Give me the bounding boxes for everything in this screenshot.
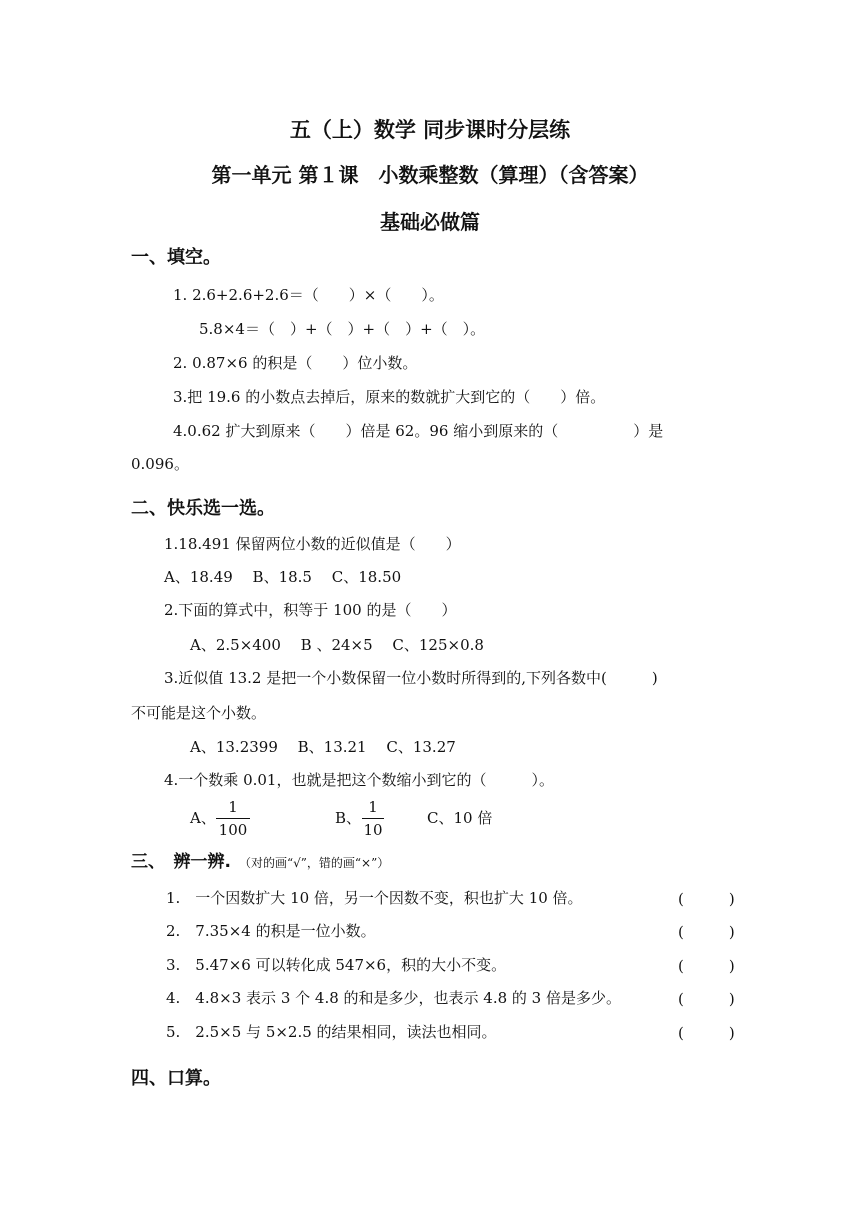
worksheet-level: 基础必做篇 <box>380 210 480 234</box>
s1-question-4a: 4.0.62 扩大到原来（ ）倍是 62。96 缩小到原来的（ ）是 <box>173 422 664 440</box>
s1-question-1b: 5.8×4＝（ ）+（ ）+（ ）+（ ）。 <box>199 320 486 338</box>
s2-q4-option-a-fraction <box>216 798 250 839</box>
s2-q4-option-b-label: B、 <box>335 809 362 827</box>
section1-heading: 一、填空。 <box>131 247 221 268</box>
section2-heading: 二、快乐选一选。 <box>131 498 275 519</box>
s3-statement-5: 5. 2.5×5 与 5×2.5 的结果相同，读法也相同。 <box>166 1023 497 1041</box>
s3-answer-box-4[interactable]: ( ) <box>678 990 735 1008</box>
s3-answer-box-1[interactable]: ( ) <box>678 890 735 908</box>
s1-question-4b: 0.096。 <box>131 455 189 473</box>
s1-question-2: 2. 0.87×6 的积是（ ）位小数。 <box>173 354 418 372</box>
s3-statement-2: 2. 7.35×4 的积是一位小数。 <box>166 922 376 940</box>
section3-heading-row <box>131 847 389 872</box>
worksheet-title: 五（上）数学 同步课时分层练 <box>289 118 571 142</box>
s2-q4-option-b-fraction <box>362 798 384 839</box>
s2-question-2-options: A、2.5×400 B 、24×5 C、125×0.8 <box>190 636 484 654</box>
fraction-denominator: 10 <box>363 821 383 839</box>
s2-question-3-options: A、13.2399 B、13.21 C、13.27 <box>190 738 456 756</box>
s2-question-3a: 3.近似值 13.2 是把一个小数保留一位小数时所得到的,下列各数中( ) <box>164 669 658 687</box>
fraction-bar <box>362 818 384 819</box>
s2-question-3b: 不可能是这个小数。 <box>131 704 267 722</box>
s2-question-4: 4.一个数乘 0.01，也就是把这个数缩小到它的（ ）。 <box>164 771 554 789</box>
s2-question-1: 1.18.491 保留两位小数的近似值是（ ） <box>164 535 461 553</box>
section3-instructions: （对的画“√”，错的画“×”） <box>238 856 390 870</box>
section3-heading: 三、 辨一辨. <box>131 852 231 872</box>
fraction-numerator: 1 <box>228 798 238 816</box>
section4-heading: 四、口算。 <box>131 1068 221 1089</box>
fraction-bar <box>216 818 250 819</box>
s1-question-1a: 1. 2.6+2.6+2.6＝（ ）×（ ）。 <box>173 286 444 304</box>
s3-answer-box-2[interactable]: ( ) <box>678 923 735 941</box>
s1-question-3: 3.把 19.6 的小数点去掉后，原来的数就扩大到它的（ ）倍。 <box>173 388 606 406</box>
s2-question-1-options: A、18.49 B、18.5 C、18.50 <box>164 568 402 586</box>
fraction-denominator: 100 <box>218 821 248 839</box>
s3-statement-1: 1. 一个因数扩大 10 倍，另一个因数不变，积也扩大 10 倍。 <box>166 889 583 907</box>
s2-q4-option-c: C、10 倍 <box>427 809 493 827</box>
s3-statement-3: 3. 5.47×6 可以转化成 547×6，积的大小不变。 <box>166 956 507 974</box>
s3-answer-box-3[interactable]: ( ) <box>678 957 735 975</box>
s2-q4-option-a-label: A、 <box>190 809 216 827</box>
s2-question-2: 2.下面的算式中，积等于 100 的是（ ） <box>164 601 457 619</box>
s3-answer-box-5[interactable]: ( ) <box>678 1024 735 1042</box>
fraction-numerator: 1 <box>368 798 378 816</box>
worksheet-subtitle: 第一单元 第１课 小数乘整数（算理）（含答案） <box>211 163 649 187</box>
s3-statement-4: 4. 4.8×3 表示 3 个 4.8 的和是多少，也表示 4.8 的 3 倍是多少。 <box>166 989 621 1007</box>
